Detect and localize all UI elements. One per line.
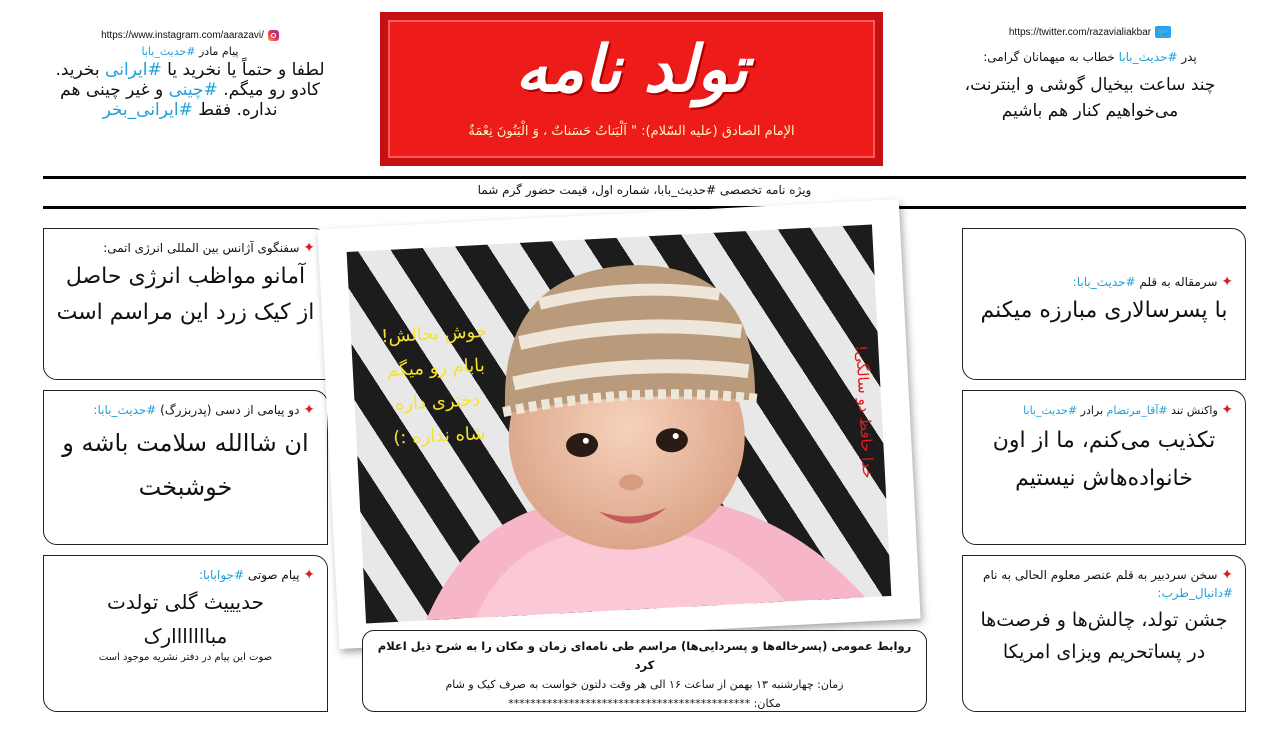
right-box-chief-editor: ✦ سخن سردبیر به قلم عنصر معلوم الحالی به نام #دانیال_طرب: جشن تولد، چالش‌ها و فرصت‌ها در پساتحریم ویزای امریکا: [962, 555, 1246, 712]
right-box-brother-reaction: ✦ واکنش تند #آقا_مرتضام برادر #حدیث_بابا تکذیب می‌کنم، ما از اون خانواده‌هاش نیستیم: [962, 390, 1246, 545]
star-icon: ✦: [1221, 567, 1233, 583]
photo-frame: [317, 199, 920, 649]
star-icon: ✦: [1221, 402, 1233, 418]
star-icon: ✦: [303, 240, 315, 256]
title-banner: [380, 12, 883, 166]
photo-caption: خوش بحالش! بابام رو میگم دختری داره شاه نداره :): [380, 320, 488, 449]
father-message-block: [940, 26, 1240, 124]
right-box-1-body: با پسرسالاری مبارزه میکنم: [980, 298, 1228, 323]
mother-message: لطفا و حتماً یا نخرید یا #ایرانی بخرید. کادو رو میگم. #چینی و غیر چینی هم نداره. فقط #ایرانی_بخر: [55, 60, 325, 120]
star-icon: ✦: [303, 402, 315, 418]
left-box-voice-message: ✦ پیام صوتی #جوابابا: حدیییث گلی تولدت مبااااااارک صوت این پیام در دفتر نشریه موجود است: [43, 555, 328, 712]
left-box-grandfather: ✦ دو پیامی از دسی (پدربزرگ) #حدیث_بابا: ان شاالله سلامت باشه و خوشبخت: [43, 390, 328, 545]
banner-title: تولد نامه: [515, 32, 748, 107]
star-icon: ✦: [1221, 274, 1233, 290]
mother-hashtag[interactable]: #حدیث_بابا: [141, 45, 196, 58]
mother-label: پیام مادر: [198, 45, 239, 58]
instagram-link-row[interactable]: [40, 30, 340, 41]
right-box-3-body: جشن تولد، چالش‌ها و فرصت‌ها در پساتحریم ویزای امریکا: [980, 609, 1228, 663]
public-relations-announcement: [362, 630, 927, 712]
twitter-url[interactable]: https://twitter.com/razavialiakbar: [1008, 26, 1152, 38]
pr-place: مکان: ********************************************: [508, 697, 781, 710]
mother-label-row: [40, 45, 340, 58]
instagram-icon: [268, 30, 279, 41]
father-label-row: پدر #حدیث_بابا خطاب به میهمانان گرامی:: [983, 50, 1197, 64]
right-box-editorial: ✦ سرمقاله به قلم #حدیث_بابا: با پسرسالاری مبارزه میکنم: [962, 228, 1246, 380]
mother-message-block: [40, 30, 340, 120]
twitter-icon: 🐦: [1155, 26, 1171, 38]
instagram-url[interactable]: https://www.instagram.com/aarazavi/: [101, 30, 264, 41]
twitter-link-row[interactable]: [940, 26, 1240, 38]
voice-note: صوت این پیام در دفتر نشریه موجود است: [98, 652, 273, 663]
right-box-2-body: تکذیب می‌کنم، ما از اون خانواده‌هاش نیستیم: [992, 428, 1216, 491]
father-hashtag[interactable]: #حدیث_بابا: [1118, 50, 1178, 64]
issue-subtitle: ویژه نامه تخصصی #حدیث_بابا، شماره اول، قیمت حضور گرم شما: [477, 183, 812, 197]
left-box-1-body: آمانو مواظب انرژی حاصل از کیک زرد این مراسم است: [56, 264, 315, 325]
banner-subtitle: الإمام الصادق (علیه السّلام): " اَلْبَناتُ حَسَناتٌ ، وَ الْبَنُونَ نِعْمَةٌ: [468, 124, 795, 139]
father-message: چند ساعت بیخیال گوشی و اینترنت، می‌خواهیم کنار هم باشیم: [964, 75, 1216, 121]
photo-side-caption: خدا حافظ دو سالگی!: [852, 344, 878, 479]
left-box-2-body: ان شاالله سلامت باشه و خوشبخت: [62, 429, 309, 501]
star-icon: ✦: [303, 567, 315, 583]
left-box-atomic-agency: ✦ سفنگوی آژانس بین المللی انرژی اتمی: آمانو مواظب انرژی حاصل از کیک زرد این مراسم است: [43, 228, 328, 380]
baby-photo: [347, 224, 892, 623]
bottom-divider: [43, 206, 1246, 209]
pr-time: زمان: چهارشنبه ۱۳ بهمن از ساعت ۱۶ الی هر وقت دلتون خواست به صرف کیک و شام: [445, 678, 844, 691]
top-divider: [43, 176, 1246, 179]
pr-headline: روابط عمومی (پسرخاله‌ها و پسردایی‌ها) مراسم طی نامه‌ای زمان و مکان را به شرح ذیل اعلام کرد: [377, 639, 912, 672]
